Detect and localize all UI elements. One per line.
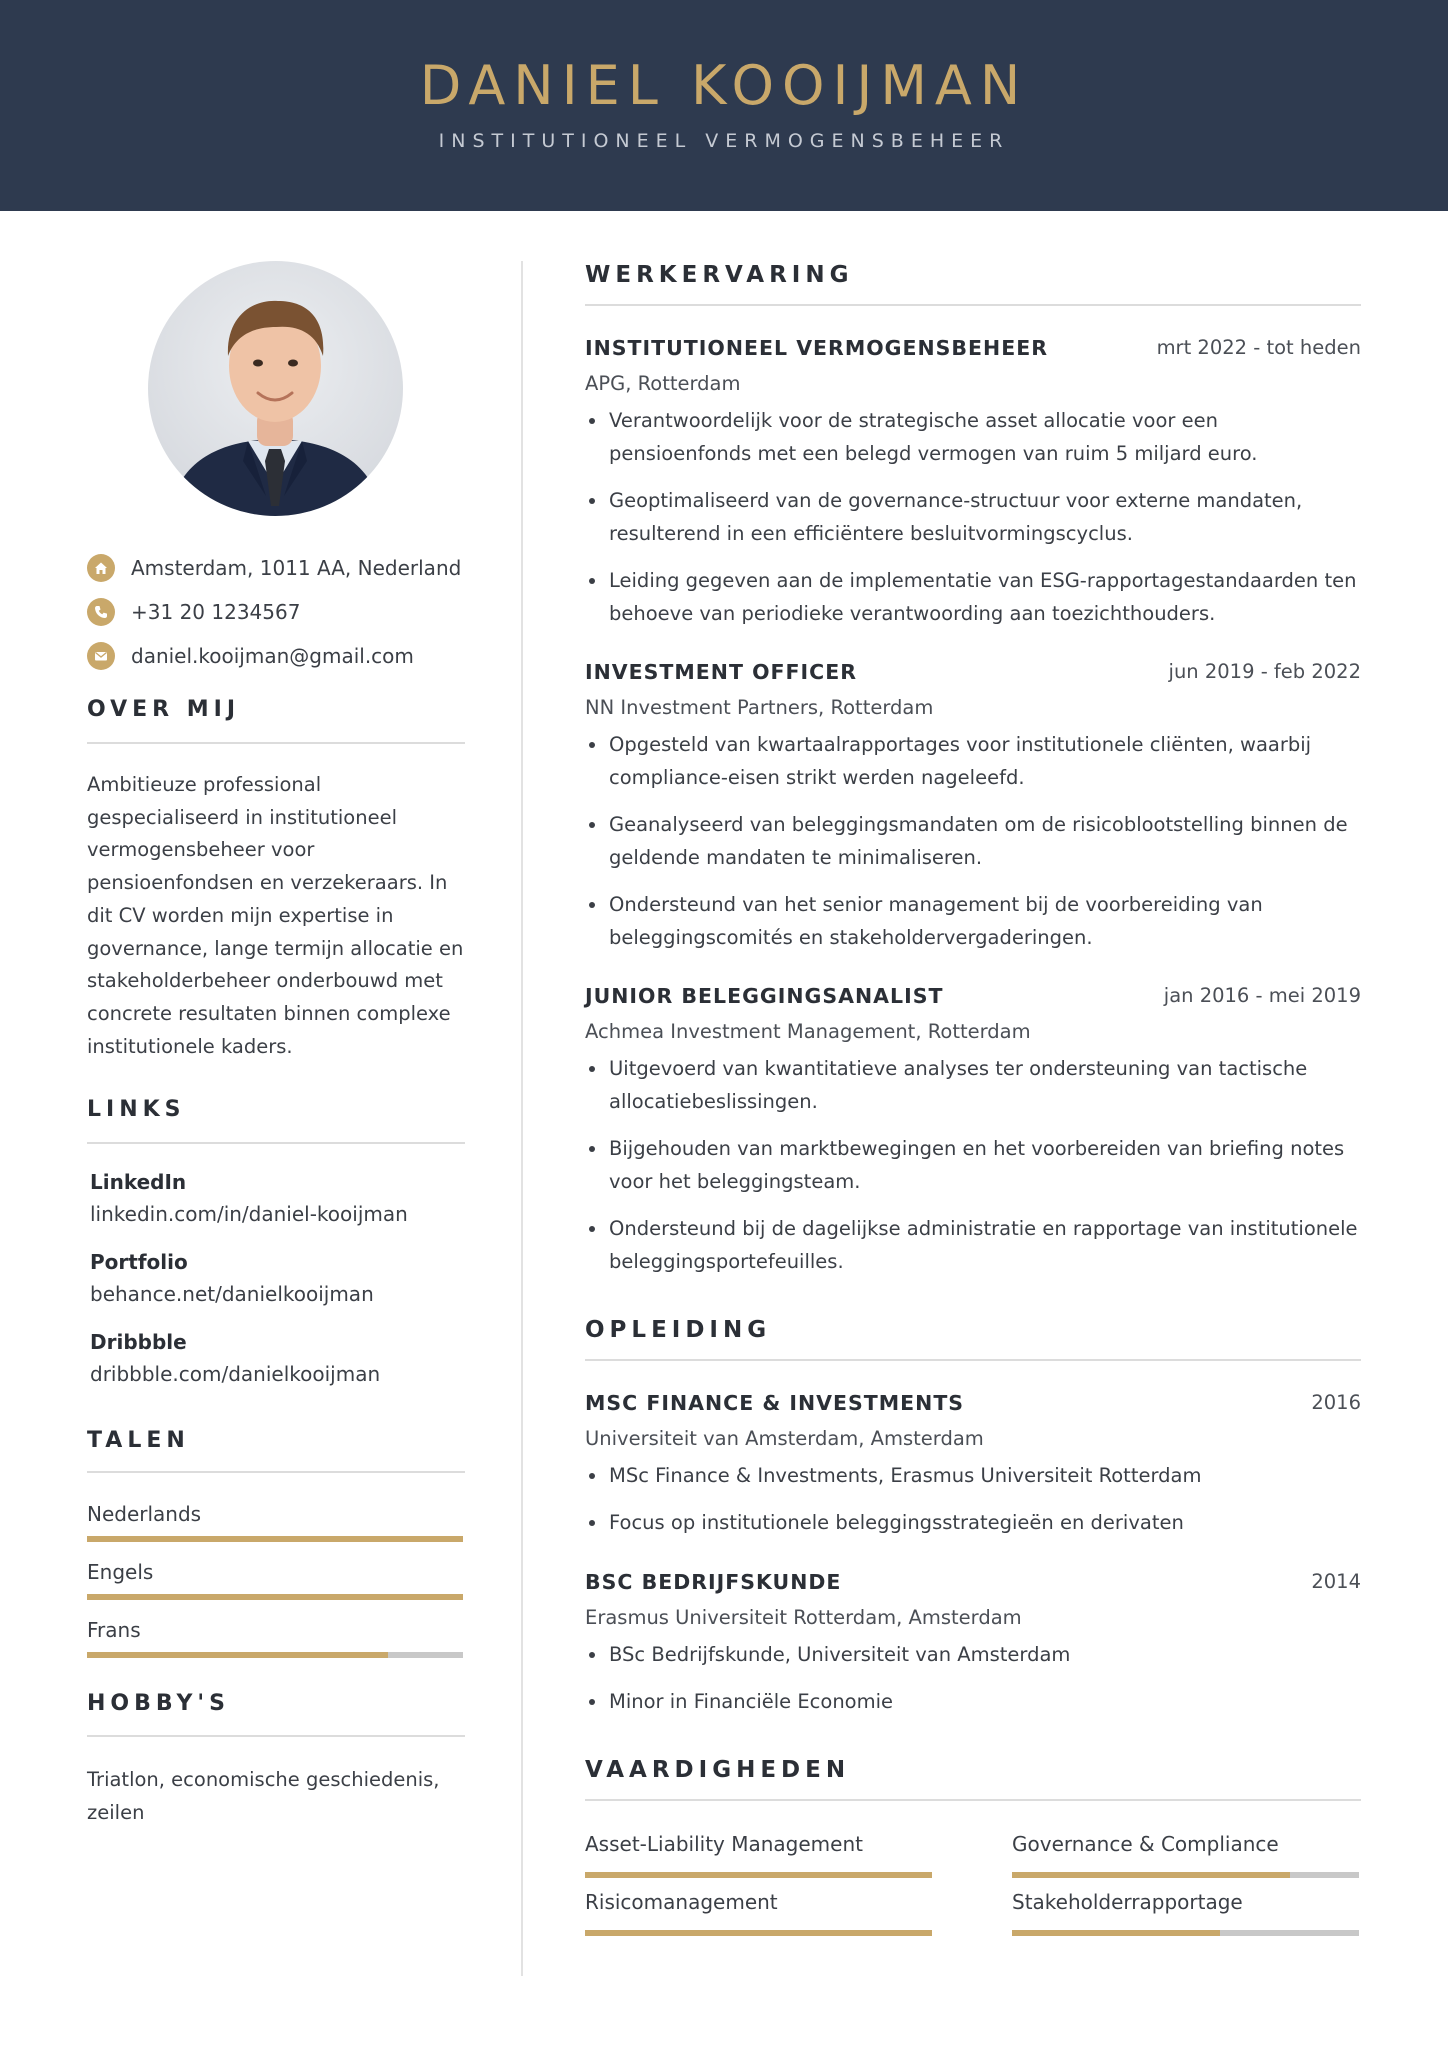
skill-item xyxy=(585,1830,932,1888)
experience-entry xyxy=(585,982,1361,1292)
job-bullet: Ondersteund bij de dagelijkse administratie en rapportage van institutionele beleggingsportefeuilles. xyxy=(585,1212,1361,1278)
resume-header xyxy=(0,0,1448,211)
degree-institution: Universiteit van Amsterdam, Amsterdam xyxy=(585,1427,984,1450)
job-bullet: Uitgevoerd van kwantitatieve analyses ter ondersteuning van tactische allocatiebeslissingen. xyxy=(585,1052,1361,1118)
experience-rule xyxy=(585,304,1361,306)
skill-name: Governance & Compliance xyxy=(1012,1832,1279,1856)
degree-title: MSC FINANCE & INVESTMENTS xyxy=(585,1391,965,1415)
linkedin-link[interactable]: linkedin.com/in/daniel-kooijman xyxy=(90,1202,408,1226)
language-level-fill xyxy=(87,1652,388,1658)
profile-portrait-illustration xyxy=(148,261,403,516)
dribbble-link[interactable]: dribbble.com/danielkooijman xyxy=(90,1362,381,1386)
job-bullet: Bijgehouden van marktbewegingen en het voorbereiden van briefing notes voor het beleggingsteam. xyxy=(585,1132,1361,1198)
skill-name: Stakeholderrapportage xyxy=(1012,1890,1243,1914)
job-date: mrt 2022 - tot heden xyxy=(1156,336,1361,359)
candidate-name: DANIEL KOOIJMAN xyxy=(419,54,1029,117)
job-date: jun 2019 - feb 2022 xyxy=(1168,660,1361,683)
degree-bullets xyxy=(585,1459,1361,1539)
education-rule xyxy=(585,1359,1361,1361)
skill-level-bar xyxy=(585,1872,932,1878)
contact-address xyxy=(87,546,465,590)
skill-level-bar xyxy=(1012,1930,1359,1936)
job-bullet: Geoptimaliseerd van de governance-structuur voor externe mandaten, resulterend in een efficiëntere besluitvormingscyclus. xyxy=(585,484,1361,550)
language-item xyxy=(87,1500,465,1558)
job-bullet: Geanalyseerd van beleggingsmandaten om de risicoblootstelling binnen de geldende mandaten te minimaliseren. xyxy=(585,808,1361,874)
candidate-title: INSTITUTIONEEL VERMOGENSBEHEER xyxy=(438,130,1010,152)
phone-text: +31 20 1234567 xyxy=(131,600,301,624)
skill-item xyxy=(1012,1830,1359,1888)
degree-bullet: BSc Bedrijfskunde, Universiteit van Amsterdam xyxy=(585,1638,1361,1671)
language-name: Frans xyxy=(87,1618,141,1642)
skill-item xyxy=(585,1888,932,1946)
language-level-fill xyxy=(87,1536,463,1542)
contact-email xyxy=(87,634,465,678)
education-heading: OPLEIDING xyxy=(585,1317,772,1343)
skills-rule xyxy=(585,1799,1361,1801)
about-rule xyxy=(87,742,465,744)
skill-level-bar xyxy=(1012,1872,1359,1878)
language-name: Nederlands xyxy=(87,1502,202,1526)
hobbies-rule xyxy=(87,1735,465,1737)
experience-entry xyxy=(585,658,1361,968)
link-label: Dribbble xyxy=(90,1330,187,1354)
skills-heading: VAARDIGHEDEN xyxy=(585,1757,851,1783)
job-company: Achmea Investment Management, Rotterdam xyxy=(585,1020,1031,1043)
job-company: APG, Rotterdam xyxy=(585,372,741,395)
job-title: JUNIOR BELEGGINGSANALIST xyxy=(585,984,944,1008)
email-link[interactable]: daniel.kooijman@gmail.com xyxy=(131,644,414,668)
skill-level-bar xyxy=(585,1930,932,1936)
degree-title: BSC BEDRIJFSKUNDE xyxy=(585,1570,842,1594)
skill-level-fill xyxy=(585,1872,932,1878)
link-label: Portfolio xyxy=(90,1250,188,1274)
degree-bullet: Minor in Financiële Economie xyxy=(585,1685,1361,1718)
link-item-portfolio xyxy=(90,1246,465,1326)
languages-heading: TALEN xyxy=(87,1428,190,1453)
address-text: Amsterdam, 1011 AA, Nederland xyxy=(131,556,462,580)
links-rule xyxy=(87,1142,465,1144)
job-bullets xyxy=(585,1052,1361,1278)
education-entry xyxy=(585,1389,1361,1553)
experience-entry xyxy=(585,334,1361,644)
skill-level-fill xyxy=(1012,1930,1220,1936)
skill-item xyxy=(1012,1888,1359,1946)
languages-rule xyxy=(87,1471,465,1473)
degree-institution: Erasmus Universiteit Rotterdam, Amsterdam xyxy=(585,1606,1022,1629)
language-item xyxy=(87,1616,465,1674)
contact-info xyxy=(87,546,465,678)
phone-icon xyxy=(87,598,115,626)
languages-list xyxy=(87,1500,465,1674)
education-entry xyxy=(585,1568,1361,1732)
link-item-dribbble xyxy=(90,1326,465,1406)
language-item xyxy=(87,1558,465,1616)
mail-icon xyxy=(87,642,115,670)
degree-bullet: MSc Finance & Investments, Erasmus Universiteit Rotterdam xyxy=(585,1459,1361,1492)
degree-bullets xyxy=(585,1638,1361,1718)
about-heading: OVER MIJ xyxy=(87,697,241,722)
degree-year: 2016 xyxy=(1311,1391,1361,1414)
skill-level-fill xyxy=(1012,1872,1290,1878)
job-title: INVESTMENT OFFICER xyxy=(585,660,857,684)
language-level-bar xyxy=(87,1652,463,1658)
links-list xyxy=(90,1166,465,1406)
job-bullet: Verantwoordelijk voor de strategische asset allocatie voor een pensioenfonds met een belegd vermogen van ruim 5 miljard euro. xyxy=(585,404,1361,470)
job-bullet: Opgesteld van kwartaalrapportages voor institutionele cliënten, waarbij compliance-eisen strikt werden nageleefd. xyxy=(585,728,1361,794)
hobbies-text: Triatlon, economische geschiedenis, zeilen xyxy=(87,1768,440,1824)
column-divider xyxy=(521,261,523,1976)
language-level-bar xyxy=(87,1594,463,1600)
links-heading: LINKS xyxy=(87,1097,186,1122)
about-text: Ambitieuze professional gespecialiseerd in institutioneel vermogensbeheer voor pensioenfondsen en verzekeraars. In dit CV worden mijn expertise in governance, lange termijn allocatie en stakeholderbeheer onderbouwd met concrete resultaten binnen complexe institutionele kaders. xyxy=(87,773,464,1058)
contact-phone xyxy=(87,590,465,634)
job-bullet: Leiding gegeven aan de implementatie van ESG-rapportagestandaarden ten behoeve van periodieke verantwoording aan toezichthouders. xyxy=(585,564,1361,630)
link-label: LinkedIn xyxy=(90,1170,187,1194)
portfolio-link[interactable]: behance.net/danielkooijman xyxy=(90,1282,374,1306)
degree-year: 2014 xyxy=(1311,1570,1361,1593)
job-bullets xyxy=(585,728,1361,954)
degree-bullet: Focus op institutionele beleggingsstrategieën en derivaten xyxy=(585,1506,1361,1539)
job-company: NN Investment Partners, Rotterdam xyxy=(585,696,934,719)
experience-heading: WERKERVARING xyxy=(585,262,854,288)
job-title: INSTITUTIONEEL VERMOGENSBEHEER xyxy=(585,336,1049,360)
link-item-linkedin xyxy=(90,1166,465,1246)
job-bullets xyxy=(585,404,1361,630)
home-icon xyxy=(87,554,115,582)
job-date: jan 2016 - mei 2019 xyxy=(1163,984,1361,1007)
language-level-bar xyxy=(87,1536,463,1542)
skill-name: Risicomanagement xyxy=(585,1890,778,1914)
language-level-fill xyxy=(87,1594,463,1600)
skill-level-fill xyxy=(585,1930,932,1936)
skill-name: Asset-Liability Management xyxy=(585,1832,863,1856)
job-bullet: Ondersteund van het senior management bij de voorbereiding van beleggingscomités en stakeholdervergaderingen. xyxy=(585,888,1361,954)
language-name: Engels xyxy=(87,1560,154,1584)
profile-photo xyxy=(148,261,403,516)
hobbies-heading: HOBBY'S xyxy=(87,1691,230,1716)
